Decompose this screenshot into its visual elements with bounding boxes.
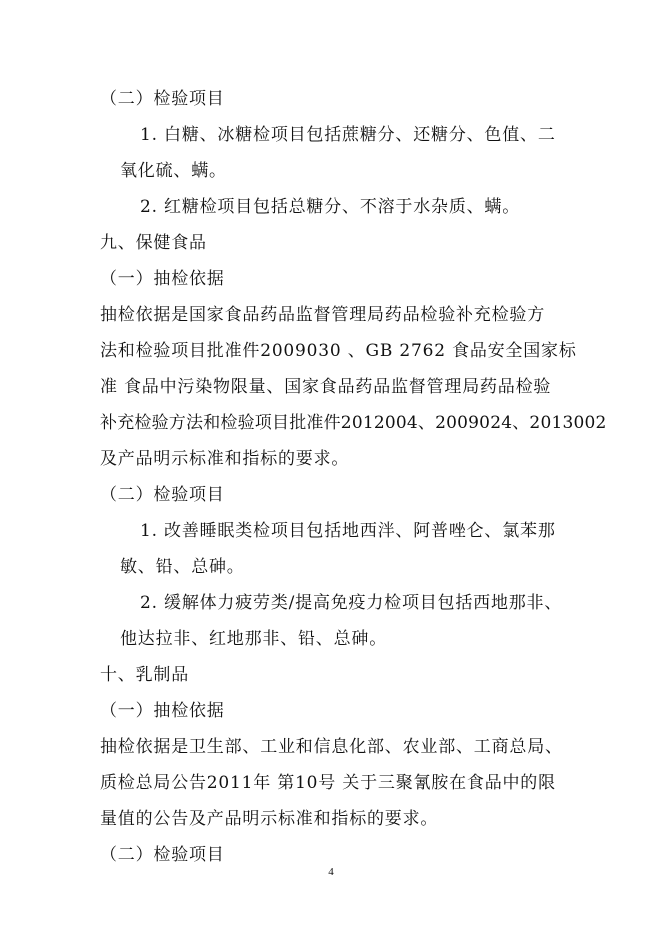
paragraph-line: 准 食品中污染物限量、国家食品药品监督管理局药品检验 [100,377,552,397]
paragraph-line: 法和检验项目批准件2009030 、GB 2762 食品安全国家标 [100,341,577,361]
paragraph-line: 1. 白糖、冰糖检项目包括蔗糖分、还糖分、色值、二 [140,125,556,145]
paragraph-line: 质检总局公告2011年 第10号 关于三聚氰胺在食品中的限 [100,773,556,793]
paragraph-line: 补充检验方法和检验项目批准件2012004、2009024、2013002 [100,413,607,433]
paragraph-line: 2. 缓解体力疲劳类/提高免疫力检项目包括西地那非、 [140,593,563,613]
section-heading-inspection-basis: （一）抽检依据 [100,701,225,721]
section-heading-inspection-basis: （一）抽检依据 [100,269,225,289]
paragraph-line: 氧化硫、螨。 [120,161,227,181]
paragraph-line: 2. 红糖检项目包括总糖分、不溶于水杂质、螨。 [140,197,521,217]
section-heading-inspection-items: （二）检验项目 [100,485,225,505]
paragraph-line: 1. 改善睡眠类检项目包括地西泮、阿普唑仑、氯苯那 [140,521,556,541]
section-heading-inspection-items: （二）检验项目 [100,845,225,865]
paragraph-line: 他达拉非、红地那非、铅、总砷。 [120,629,387,649]
paragraph-line: 敏、铅、总砷。 [120,557,245,577]
chapter-heading-health-food: 九、保健食品 [100,233,207,253]
section-heading-inspection-items: （二）检验项目 [100,89,225,109]
chapter-heading-dairy: 十、乳制品 [100,665,189,685]
paragraph-line: 抽检依据是卫生部、工业和信息化部、农业部、工商总局、 [100,737,563,757]
paragraph-line: 量值的公告及产品明示标准和指标的要求。 [100,809,439,829]
paragraph-line: 及产品明示标准和指标的要求。 [100,449,350,469]
paragraph-line: 抽检依据是国家食品药品监督管理局药品检验补充检验方 [100,305,545,325]
page-number: 4 [328,866,334,878]
